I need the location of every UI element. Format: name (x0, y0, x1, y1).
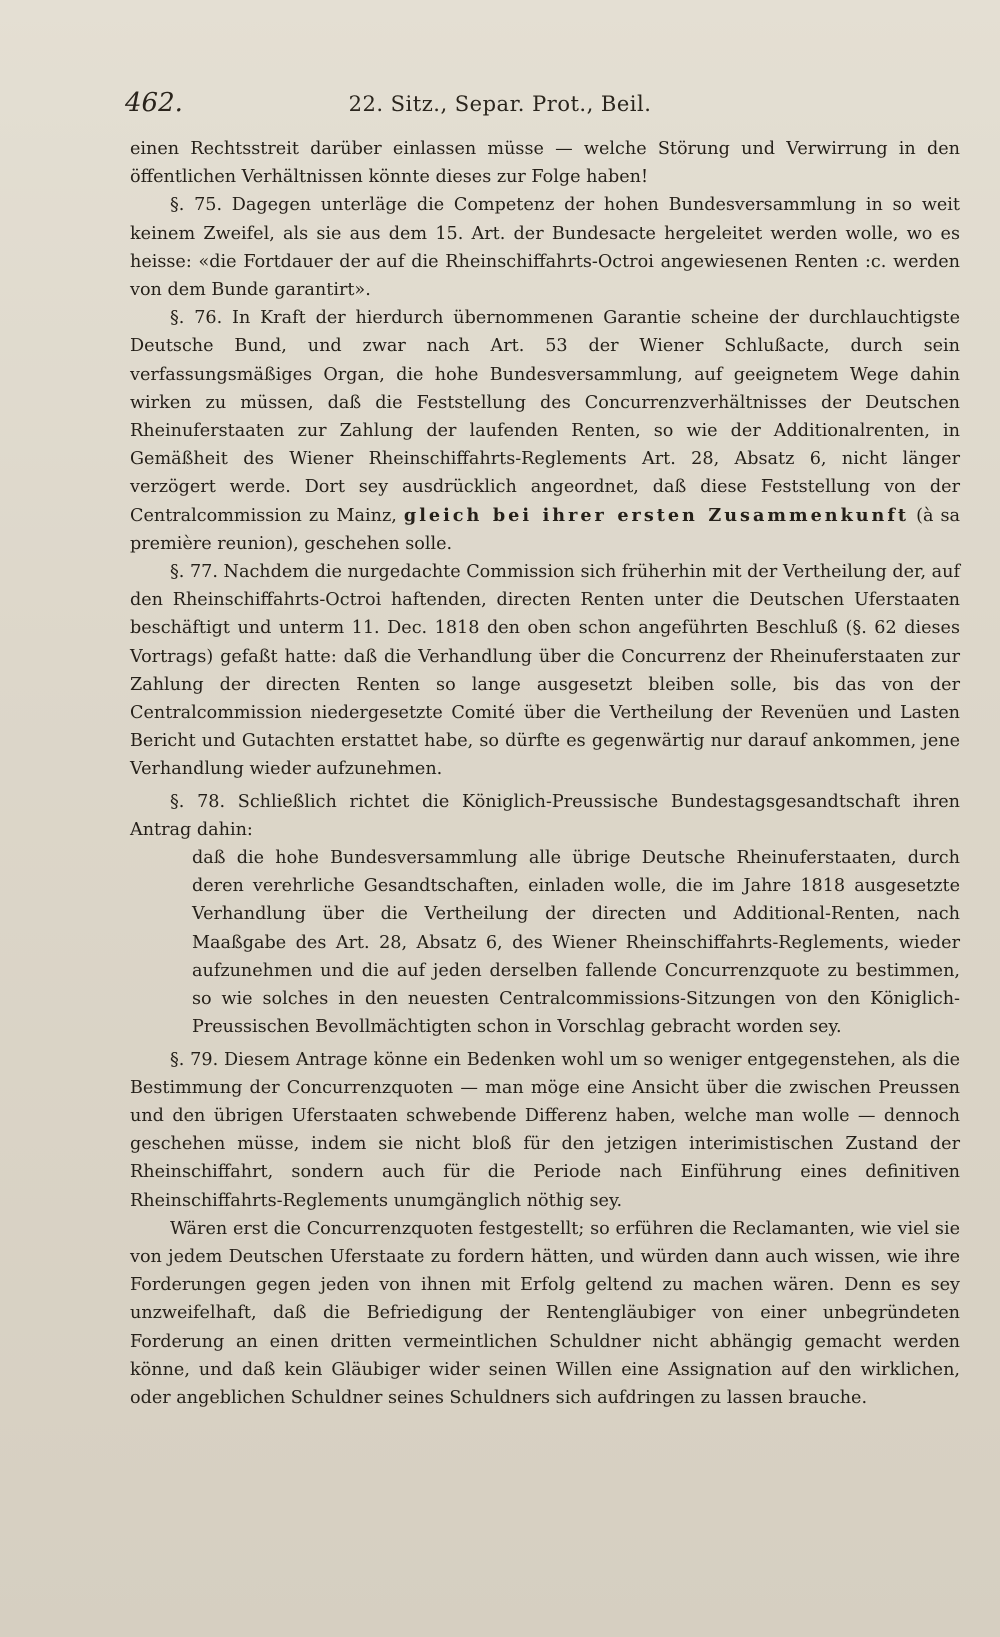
paragraph-78: §. 78. Schließlich richtet die Königlich-Preussische Bundestagsgesandtschaft ihren Antrag dahin: (130, 791, 960, 840)
paragraph-76-end: (à sa première reunion), geschehen solle. (130, 505, 961, 554)
body-text (130, 135, 960, 1412)
running-head: 22. Sitz., Separ. Prot., Beil. (348, 92, 652, 116)
paragraph-79: §. 79. Diesem Antrage könne ein Bedenken wohl um so weniger entgegenstehen, als die Bestimmung der Concurrenzquoten — man möge eine Ansicht über die zwischen Preussen und den übrigen Uferstaaten schwebende Differenz haben, welche man wolle — dennoch geschehen müsse, indem sie nicht bloß für den jetzigen interimistischen Zustand der Rheinschiffahrt, sondern auch für die Periode nach Einführung eines definitiven Rheinschiffahrts-Reglements unumgänglich nöthig sey. (130, 1049, 960, 1211)
paragraph-77: §. 77. Nachdem die nurgedachte Commission sich früherhin mit der Vertheilung der, auf den Rheinschiffahrts-Octroi haftenden, directen Renten unter die Deutschen Uferstaaten beschäftigt und unterm 11. Dec. 1818 den oben schon angeführten Beschluß (§. 62 dieses Vortrags) gefaßt hatte: daß die Verhandlung über die Concurrenz der Rheinuferstaaten zur Zahlung der directen Renten so lange ausgesetzt bleiben solle, bis das von der Centralcommission niedergesetzte Comité über die Vertheilung der Revenüen und Lasten Bericht und Gutachten erstattet habe, so dürfte es gegenwärtig nur darauf ankommen, jene Verhandlung wieder aufzunehmen. (130, 562, 961, 780)
paragraph-continuation: einen Rechtsstreit darüber einlassen müsse — welche Störung und Verwirrung in den öffentlichen Verhältnissen könnte dieses zur Folge haben! (130, 139, 960, 188)
paragraph-76-text: §. 76. In Kraft der hierdurch übernommenen Garantie scheine der durchlauchtigste Deutsche Bund, und zwar nach Art. 53 der Wiener Schlußacte, durch sein verfassungsmäßiges Organ, die hohe Bundesversammlung, auf geeignetem Wege dahin wirken zu müssen, daß die Feststellung des Concurrenzverhältnisses der Deutschen Rheinuferstaaten zur Zahlung der laufenden Renten, so wie der Additionalrenten, in Gemäßheit des Wiener Rheinschiffahrts-Reglements Art. 28, Absatz 6, nicht länger verzögert werde. Dort sey ausdrücklich angeordnet, daß diese Feststellung von der Centralcommission zu Mainz, (130, 308, 960, 526)
paragraph-75: §. 75. Dagegen unterläge die Competenz der hohen Bundesversammlung in so weit keinem Zweifel, als sie aus dem 15. Art. der Bundesacte hergeleitet werden wolle, wo es heisse: «die Fortdauer der auf die Rheinschiffahrts-Octroi angewiesenen Renten :c. werden von dem Bunde garantirt». (130, 195, 960, 301)
motion-text: daß die hohe Bundesversammlung alle übrige Deutsche Rheinuferstaaten, durch deren verehrliche Gesandtschaften, einladen wolle, die im Jahre 1818 ausgesetzte Verhandlung über die Vertheilung der directen und Additional-Renten, nach Maaßgabe des Art. 28, Absatz 6, des Wiener Rheinschiffahrts-Reglements, wieder aufzunehmen und die auf jeden derselben fallende Concurrenzquote zu bestimmen, so wie solches in den neuesten Centralcommissions-Sitzungen von den Königlich-Preussischen Bevollmächtigten schon in Vorschlag gebracht worden sey. (192, 848, 960, 1038)
paragraph-80: Wären erst die Concurrenzquoten festgestellt; so erführen die Reclamanten, wie viel sie von jedem Deutschen Uferstaate zu fordern hätten, und würden dann auch wissen, wie ihre Forderungen gegen jeden von ihnen mit Erfolg geltend zu machen wären. Denn es sey unzweifelhaft, daß die Befriedigung der Rentengläubiger von einer unbegründeten Forderung an einen dritten vermeintlichen Schuldner nicht abhängig gemacht werden könne, und daß kein Gläubiger wider seinen Willen eine Assignation auf den wirklichen, oder angeblichen Schuldner seines Schuldners sich aufdringen zu lassen brauche. (130, 1218, 960, 1408)
spaced-emphasis: gleich bei ihrer ersten Zusammenkunft (403, 504, 910, 526)
paragraph-76 (130, 304, 960, 558)
page-number: 462. (125, 88, 183, 118)
